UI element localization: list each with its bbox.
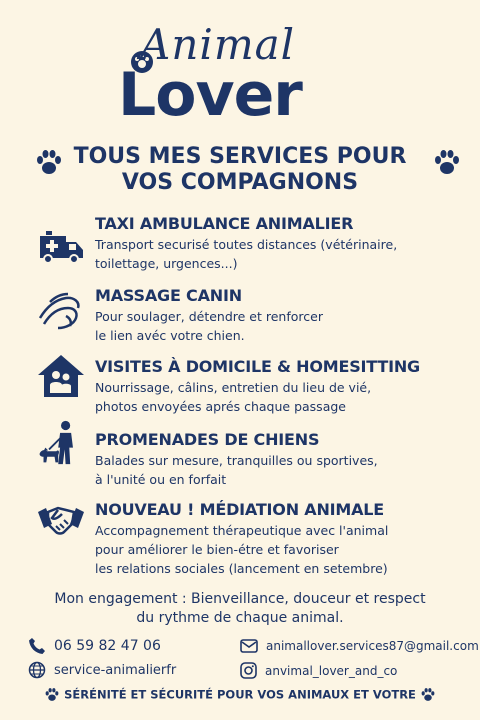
service-title: VISITES À DOMICILE & HOMESITTING [95,357,420,376]
service-title: PROMENADES DE CHIENS [95,430,320,449]
page-headline [0,144,480,196]
brand-logo [0,14,480,130]
mail-icon [240,638,258,654]
service-description-line: Transport securisé toutes distances (vétérinaire, [95,237,398,252]
ambulance-icon [36,222,86,268]
service-description [95,451,378,489]
contact-website[interactable] [28,661,176,679]
engagement-line-2: du rythme de chaque animal. [136,610,344,626]
service-title: NOUVEAU ! MÉDIATION ANIMALE [95,500,385,519]
paw-icon [34,148,64,178]
service-description-line: Accompagnement thérapeutique avec l'animal [95,523,389,538]
headline-line-1: TOUS MES SERVICES POUR [73,144,407,169]
contact-phone[interactable] [28,637,161,655]
email-address: animallover.services87@gmail.com [266,639,479,653]
phone-number: 06 59 82 47 06 [54,638,161,654]
service-title: MASSAGE CANIN [95,286,242,305]
engagement-statement [0,590,480,628]
service-description-line: pour améliorer le bien-étre et favoriser [95,542,339,557]
service-description-line: Pour soulager, détendre et renforcer [95,309,323,324]
service-description [95,235,397,273]
engagement-line-1: Mon engagement : Bienveillance, douceur et respect [54,591,426,607]
instagram-handle: anvimal_lover_and_co [265,663,398,678]
service-description [95,307,323,345]
service-description [95,521,388,578]
service-description-line: Nourrissage, câlins, entretien du lieu de vié, [95,380,372,395]
contact-email[interactable] [240,638,479,654]
brand-script-word: Animal [140,20,296,69]
service-description-line: toilettage, urgences...) [95,256,238,271]
dog-walker-icon [36,420,86,466]
service-description-line: à l'unité ou en forfait [95,472,227,487]
website-url: service-animalierfr [54,662,177,678]
footer-tagline-text: SÉRÉNITÉ ET SÉCURITÉ POUR VOS ANIMAUX ET VOTRE [64,687,416,702]
contact-instagram[interactable] [240,662,397,679]
paw-icon [420,687,436,703]
instagram-icon [240,662,257,679]
globe-icon [28,661,46,679]
service-description [95,378,371,416]
service-description-line: photos envoyées aprés chaque passage [95,399,346,414]
service-description-line: le lien avéc votre chien. [95,328,245,343]
paw-icon [432,148,462,178]
headline-line-2: VOS COMPAGNONS [121,170,359,195]
service-description-line: Balades sur mesure, tranquilles ou sportives, [95,453,378,468]
home-family-icon [36,353,86,399]
paw-icon [44,687,60,703]
brand-bold-word: Lover [118,60,302,130]
service-title: TAXI AMBULANCE ANIMALIER [95,214,354,233]
massage-hands-icon [36,288,86,334]
footer-tagline [0,687,480,703]
phone-icon [28,637,46,655]
service-description-line: les relations sociales (lancement en setembre) [95,561,388,576]
handshake-icon [36,498,86,544]
